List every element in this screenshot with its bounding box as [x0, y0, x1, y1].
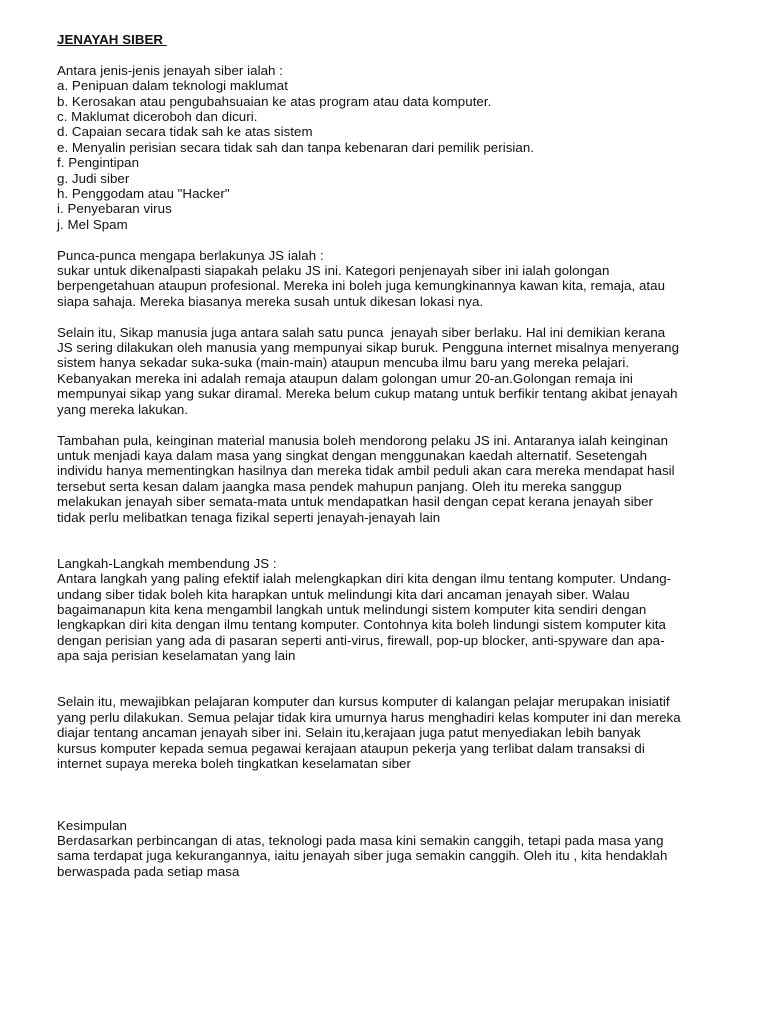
spacer — [57, 47, 717, 62]
paragraph-line: berpengetahuan ataupun profesional. Mereka ini boleh juga kemungkinannya kawan kita, remaja, atau — [57, 278, 666, 294]
list-item: h. Penggodam atau "Hacker" — [57, 186, 230, 202]
spacer — [57, 771, 717, 786]
types-section — [57, 63, 717, 232]
paragraph-line: individu hanya mementingkan hasilnya dan mereka tidak ambil peduli akan cara mereka mendapat hasil — [57, 463, 675, 479]
list-item: d. Capaian secara tidak sah ke atas sistem — [57, 124, 313, 140]
paragraph-line: Selain itu, Sikap manusia juga antara salah satu punca jenayah siber berlaku. Hal ini demikian kerana — [57, 324, 666, 340]
prevention-section — [57, 556, 717, 772]
paragraph-line: siapa sahaja. Mereka biasanya mereka susah untuk dikesan lokasi nya. — [57, 293, 484, 309]
list-item: g. Judi siber — [57, 170, 130, 186]
causes-heading: Punca-punca mengapa berlakunya JS ialah : — [57, 247, 324, 263]
spacer — [57, 679, 717, 694]
list-item: a. Penipuan dalam teknologi maklumat — [57, 78, 288, 94]
paragraph-line: kursus komputer kepada semua pegawai kerajaan ataupun pekerja yang terlibat dalam transaksi di — [57, 740, 645, 756]
paragraph-line: sistem hanya sekadar suka-suka (main-main) ataupun mencuba ilmu baru yang mereka pelajari. — [57, 355, 630, 371]
spacer — [57, 787, 717, 802]
conclusion-heading: Kesimpulan — [57, 817, 127, 833]
list-item: c. Maklumat diceroboh dan dicuri. — [57, 109, 258, 125]
document-page — [57, 32, 717, 879]
paragraph-line: apa saja perisian keselamatan yang lain — [57, 648, 296, 664]
paragraph-line: Antara langkah yang paling efektif ialah melengkapkan diri kita dengan ilmu tentang komputer. Undang- — [57, 571, 672, 587]
list-item: b. Kerosakan atau pengubahsuaian ke atas program atau data komputer. — [57, 93, 492, 109]
spacer — [57, 540, 717, 555]
list-item: i. Penyebaran virus — [57, 201, 172, 217]
paragraph-line: yang mereka lakukan. — [57, 401, 189, 417]
spacer — [57, 525, 717, 540]
paragraph-line: sama terdapat juga kekurangannya, iaitu jenayah siber juga semakin canggih. Oleh itu , kita hendaklah — [57, 848, 668, 864]
paragraph-line: Tambahan pula, keinginan material manusia boleh mendorong pelaku JS ini. Antaranya ialah keinginan — [57, 432, 669, 448]
paragraph-line: melakukan jenayah siber semata-mata untuk mendapatkan hasil dengan cepat kerana jenayah siber — [57, 494, 653, 510]
paragraph-line: undang siber tidak boleh kita harapkan untuk melindungi kita dari ancaman jenayah siber. Walau — [57, 586, 630, 602]
spacer — [57, 802, 717, 817]
list-item: j. Mel Spam — [57, 216, 128, 232]
paragraph-line: tidak perlu melibatkan tenaga fizikal seperti jenayah-jenayah lain — [57, 509, 441, 525]
spacer — [57, 664, 717, 679]
paragraph-line: Berdasarkan perbincangan di atas, teknologi pada masa kini semakin canggih, tetapi pada masa yang — [57, 832, 664, 848]
paragraph-line: berwaspada pada setiap masa — [57, 863, 240, 879]
paragraph-line: tersebut serta kesan dalam jaangka masa pendek mahupun panjang. Oleh itu mereka sanggup — [57, 478, 622, 494]
causes-section — [57, 248, 717, 525]
paragraph-line: sukar untuk dikenalpasti siapakah pelaku JS ini. Kategori penjenayah siber ini ialah golongan — [57, 263, 610, 279]
conclusion-section — [57, 818, 717, 880]
spacer — [57, 417, 717, 432]
paragraph-line: dengan perisian yang ada di pasaran seperti anti-virus, firewall, pop-up blocker, anti-spyware dan apa- — [57, 632, 665, 648]
paragraph-line: bagaimanapun kita kena mengambil langkah untuk melindungi sistem komputer kita sendiri dengan — [57, 601, 647, 617]
document-title: JENAYAH SIBER — [57, 32, 167, 47]
paragraph-line: untuk menjadi kaya dalam masa yang singkat dengan menggunakan kaedah alternatif. Sesetengah — [57, 447, 648, 463]
types-intro: Antara jenis-jenis jenayah siber ialah : — [57, 62, 283, 78]
list-item: e. Menyalin perisian secara tidak sah dan tanpa kebenaran dari pemilik perisian. — [57, 139, 535, 155]
spacer — [57, 232, 717, 247]
paragraph-line: mempunyai sikap yang sukar diramal. Mereka belum cukup matang untuk berfikir tentang akibat jenayah — [57, 386, 678, 402]
list-item: f. Pengintipan — [57, 155, 140, 171]
prevention-heading: Langkah-Langkah membendung JS : — [57, 555, 277, 571]
spacer — [57, 309, 717, 324]
paragraph-line: Selain itu, mewajibkan pelajaran komputer dan kursus komputer di kalangan pelajar merupakan inisiatif — [57, 694, 670, 710]
paragraph-line: diajar tentang ancaman jenayah siber ini. Selain itu,kerajaan juga patut menyediakan lebih banyak — [57, 725, 641, 741]
paragraph-line: lengkapkan diri kita dengan ilmu tentang komputer. Contohnya kita boleh lindungi sistem komputer kita — [57, 617, 666, 633]
paragraph-line: yang perlu dilakukan. Semua pelajar tidak kira umurnya harus menghadiri kelas komputer ini dan mereka — [57, 709, 681, 725]
paragraph-line: JS sering dilakukan oleh manusia yang mempunyai sikap buruk. Pengguna internet misalnya menyerang — [57, 340, 680, 356]
paragraph-line: Kebanyakan mereka ini adalah remaja ataupun dalam golongan umur 20-an.Golongan remaja ini — [57, 370, 633, 386]
paragraph-line: internet supaya mereka boleh tingkatkan keselamatan siber — [57, 755, 411, 771]
